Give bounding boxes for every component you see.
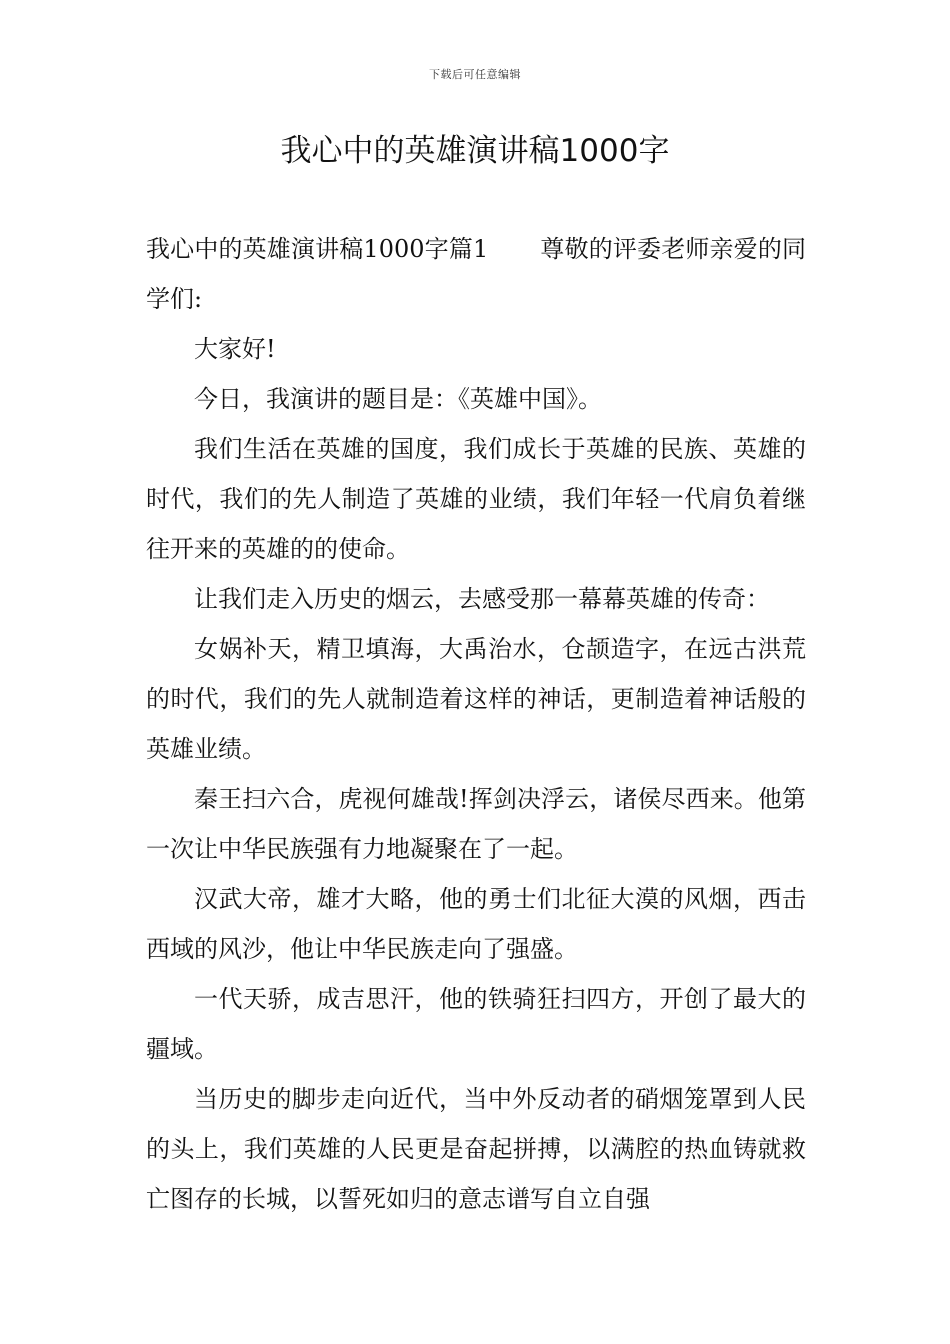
- paragraph-heroic-nation: 我们生活在英雄的国度，我们成长于英雄的民族、英雄的时代，我们的先人制造了英雄的业绩，我们年轻一代肩负着继往开来的英雄的的使命。: [146, 435, 806, 563]
- paragraph-topic: 今日，我演讲的题目是：《英雄中国》。: [194, 385, 602, 413]
- paragraph-history-intro: 让我们走入历史的烟云，去感受那一幕幕英雄的传奇：: [194, 585, 770, 613]
- paragraph-qin: 秦王扫六合，虎视何雄哉!挥剑决浮云，诸侯尽西来。他第一次让中华民族强有力地凝聚在了一起。: [146, 785, 806, 863]
- paragraph-modern: 当历史的脚步走向近代，当中外反动者的硝烟笼罩到人民的头上，我们英雄的人民更是奋起拼搏，以满腔的热血铸就救亡图存的长城，以誓死如归的意志谱写自立自强: [146, 1085, 806, 1213]
- document-body: [146, 224, 806, 1224]
- paragraph-han: 汉武大帝，雄才大略，他的勇士们北征大漠的风烟，西击西域的风沙，他让中华民族走向了强盛。: [146, 885, 806, 963]
- document-title: 我心中的英雄演讲稿1000字: [280, 133, 670, 169]
- header-note: 下载后可任意编辑: [429, 68, 521, 81]
- intro-paragraph: [146, 224, 806, 324]
- intro-heading: 我心中的英雄演讲稿1000字篇1: [146, 235, 489, 263]
- paragraph-genghis: 一代天骄，成吉思汗，他的铁骑狂扫四方，开创了最大的疆域。: [146, 985, 806, 1063]
- paragraph-greeting: 大家好!: [194, 335, 276, 363]
- paragraph-myths: 女娲补天，精卫填海，大禹治水，仓颉造字，在远古洪荒的时代，我们的先人就制造着这样的神话，更制造着神话般的英雄业绩。: [146, 635, 806, 763]
- intro-salutation: 尊敬的评委老师亲爱的同学们:: [146, 235, 806, 313]
